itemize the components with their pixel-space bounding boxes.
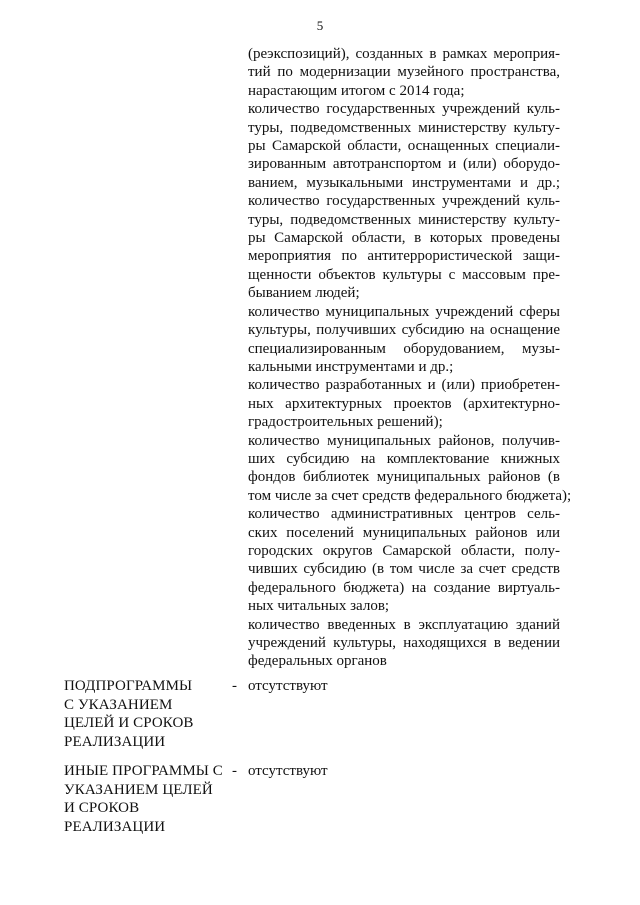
text-line: федерального бюджета) на создание виртуаль-: [248, 579, 560, 596]
heading-line: С УКАЗАНИЕМ: [64, 696, 173, 713]
text-line: количество административных центров сель-: [248, 506, 560, 523]
text-line: количество разработанных и (или) приобретен-: [248, 377, 560, 394]
text-line: зированным автотранспортом и (или) оборудо-: [248, 156, 560, 173]
text-line: ных архитектурных проектов (архитектурно-: [248, 395, 560, 412]
text-line: градостроительных решений);: [248, 414, 443, 431]
section-dash: -: [232, 763, 237, 779]
heading-line: РЕАЛИЗАЦИИ: [64, 733, 166, 750]
text-line: кальными инструментами и др.;: [248, 358, 454, 375]
text-line: количество муниципальных учреждений сферы: [248, 303, 560, 320]
text-line: культуры, получивших субсидию на оснащение: [248, 322, 560, 339]
text-line: количество введенных в эксплуатацию зданий: [248, 616, 560, 633]
section-dash: -: [232, 678, 237, 694]
text-line: количество государственных учреждений куль-: [248, 193, 560, 210]
text-line: ванием, музыкальными инструментами и др.;: [248, 174, 560, 191]
text-line: (реэкспозиций), созданных в рамках мероприя-: [248, 46, 560, 62]
heading-line: ИНЫЕ ПРОГРАММЫ С: [64, 763, 223, 779]
text-line: том числе за счет средств федерального бюджета);: [248, 487, 572, 504]
heading-line: РЕАЛИЗАЦИИ: [64, 818, 166, 835]
text-line: количество государственных учреждений куль-: [248, 101, 560, 118]
text-line: ры Самарской области, оснащенных специали-: [248, 138, 560, 155]
text-line: фондов библиотек муниципальных районов (в: [248, 469, 560, 486]
page-number: 5: [316, 18, 324, 33]
other-programs-heading: [64, 762, 224, 836]
other-programs-value: отсутствуют: [248, 763, 328, 779]
subprograms-value: отсутствуют: [248, 678, 328, 694]
text-line: туры, подведомственных министерству культу-: [248, 119, 560, 136]
text-line: тий по модернизации музейного пространства,: [248, 64, 560, 81]
text-line: ских поселений муниципальных районов или: [248, 524, 560, 541]
text-line: количество муниципальных районов, получив-: [248, 432, 560, 449]
heading-line: ПОДПРОГРАММЫ: [64, 678, 193, 694]
text-line: щенности объектов культуры с массовым пре-: [248, 266, 560, 283]
text-line: мероприятия по антитеррористической защи-: [248, 248, 560, 265]
indicator-list-text: [248, 45, 572, 671]
text-line: городских округов Самарской области, полу-: [248, 542, 560, 559]
heading-line: И СРОКОВ: [64, 800, 140, 816]
heading-line: УКАЗАНИЕМ ЦЕЛЕЙ: [64, 781, 213, 798]
text-line: чивших субсидию (в том числе за счет средств: [248, 561, 560, 578]
text-line: учреждений культуры, находящихся в ведении: [248, 635, 560, 651]
text-line: быванием людей;: [248, 285, 360, 302]
text-line: специализированным оборудованием, музы-: [248, 340, 560, 357]
text-line: ры Самарской области, в которых проведены: [248, 230, 560, 247]
subprograms-section: [64, 677, 564, 757]
heading-line: ЦЕЛЕЙ И СРОКОВ: [64, 715, 194, 731]
text-line: нарастающим итогом с 2014 года;: [248, 82, 465, 99]
other-programs-section: [64, 762, 564, 842]
subprograms-heading: [64, 677, 224, 751]
text-line: федеральных органов: [248, 653, 387, 670]
text-line: ших субсидию на комплектование книжных: [248, 450, 560, 467]
text-line: ных читальных залов;: [248, 598, 390, 615]
text-line: туры, подведомственных министерству культу-: [248, 211, 560, 228]
